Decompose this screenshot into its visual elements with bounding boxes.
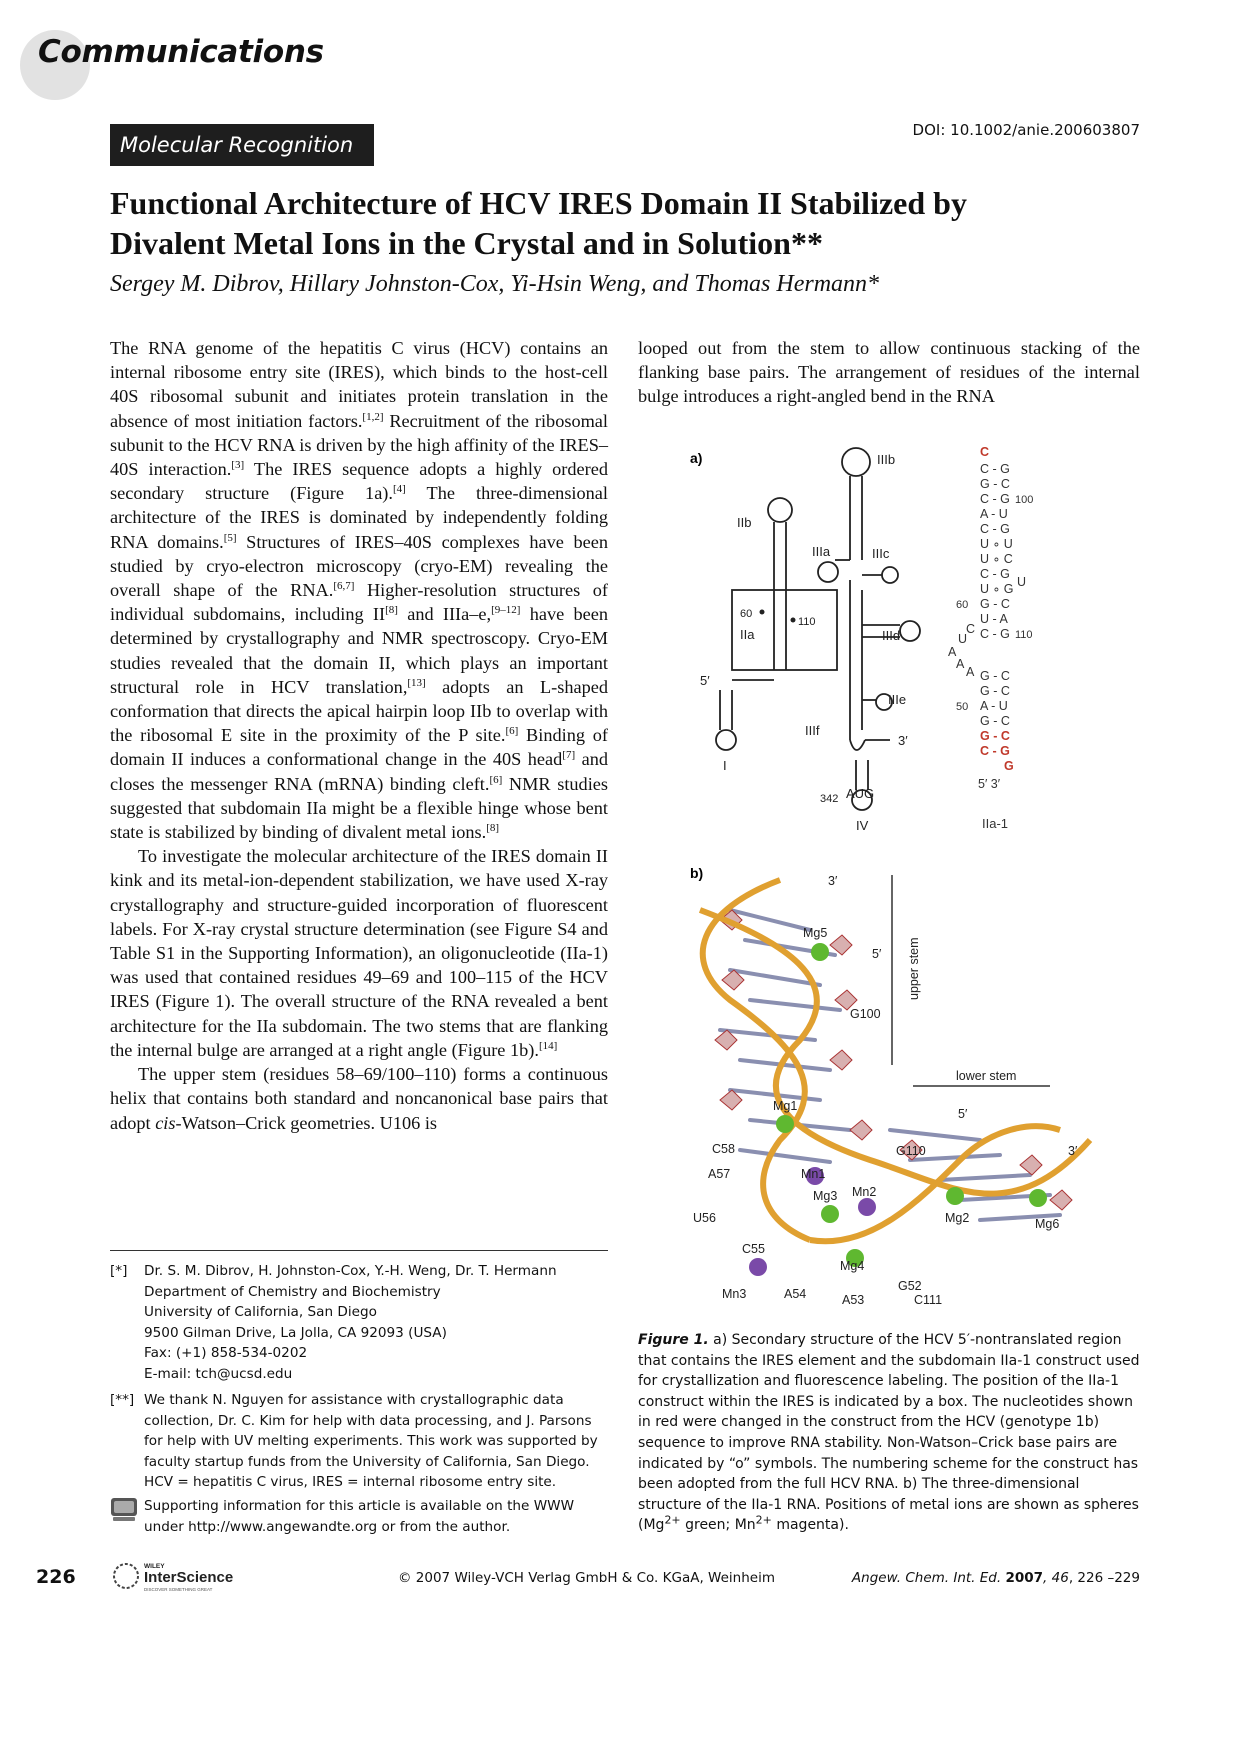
svg-text:DISCOVER SOMETHING GREAT: DISCOVER SOMETHING GREAT bbox=[144, 1587, 213, 1592]
interscience-logo bbox=[110, 1558, 280, 1599]
svg-text:C - G: C - G bbox=[980, 627, 1010, 641]
svg-text:C - G: C - G bbox=[980, 462, 1010, 476]
marker-110 bbox=[791, 618, 796, 623]
journal-citation: Angew. Chem. Int. Ed. 2007, 46, 226 –229 bbox=[851, 1570, 1140, 1586]
panel-a-label: a) bbox=[690, 450, 703, 466]
paragraph-2: To investigate the molecular architecture of the IRES domain II kink and its metal-ion-dependent stabilization, we have used X-ray crystallography and structure-guided incorporation of fluorescent labels. For X-ray crystal structure determination (see Figure S4 and Table S1 in the Supporting Information), an oligonucleotide (IIa-1) was used that contained residues 49–69 and 100–115 of the HCV IRES (Figure 1). The overall structure of the RNA revealed a bent architecture for the IIa subdomain. The two stems that are flanking the internal bulge are arranged at a right angle (Figure 1b).[14] bbox=[110, 846, 608, 1060]
svg-text:IIIc: IIIc bbox=[872, 546, 890, 561]
iia1-sequence bbox=[948, 445, 1033, 831]
copyright: © 2007 Wiley-VCH Verlag GmbH & Co. KGaA, Weinheim bbox=[398, 1570, 775, 1586]
svg-text:IIIe: IIIe bbox=[888, 692, 907, 707]
mn3-ion bbox=[749, 1258, 767, 1276]
svg-text:Mg1: Mg1 bbox=[773, 1099, 798, 1113]
svg-text:IIId: IIId bbox=[882, 628, 901, 643]
svg-text:IIa: IIa bbox=[740, 627, 755, 642]
svg-text:50: 50 bbox=[956, 701, 969, 713]
svg-text:G: G bbox=[1004, 759, 1014, 773]
marker-60 bbox=[760, 610, 765, 615]
svg-text:G - C: G - C bbox=[980, 669, 1010, 683]
mn2-ion bbox=[858, 1198, 876, 1216]
svg-text:AUG: AUG bbox=[846, 786, 875, 801]
svg-text:A: A bbox=[948, 645, 957, 659]
title-line-2: Divalent Metal Ions in the Crystal and in Solution** bbox=[110, 225, 823, 261]
svg-text:G - C: G - C bbox=[980, 477, 1010, 491]
doi[interactable]: DOI: 10.1002/anie.200603807 bbox=[912, 121, 1140, 139]
svg-text:C: C bbox=[980, 445, 990, 459]
paragraph-1: The RNA genome of the hepatitis C virus (HCV) contains an internal ribosome entry site (IRES), which binds to the host-cell 40S ribosomal subunit and initiates protein translation in the absence of most initiation factors.[1,2] Recruitment of the ribosomal subunit to the HCV RNA is driven by the high affinity of the IRES–40S interaction.[3] The IRES sequence adopts a highly ordered secondary structure (Figure 1a).[4] The three-dimensional architecture of the IRES is dominated by independently folding RNA domains.[5] Structures of IRES–40S complexes have been studied by cryo-electron microscopy (cryo-EM) revealing the overall shape of the RNA.[6,7] Higher-resolution structures of individual subdomains, including II[8] and IIIa–e,[9–12] have been determined by crystallography and NMR spectroscopy. Cryo-EM studies revealed that the domain II, which plays an important structural role in HCV translation,[13] adopts an L-shaped conformation that directs the apical hairpin loop IIb to overlap with the ribosomal E site in the proximity of the P site.[6] Binding of domain II induces a conformational change in the 40S head[7] and closes the messenger RNA (mRNA) binding cleft.[6] NMR studies suggested that subdomain IIa might be a flexible hinge whose bent state is stabilized by binding of divalent metal ions.[8] bbox=[110, 338, 609, 843]
svg-text:C111: C111 bbox=[914, 1293, 943, 1307]
left-column bbox=[110, 336, 608, 1135]
svg-text:U - A: U - A bbox=[980, 612, 1008, 626]
svg-text:A57: A57 bbox=[708, 1167, 731, 1181]
svg-text:Mn2: Mn2 bbox=[852, 1185, 877, 1199]
title-line-1: Functional Architecture of HCV IRES Domain II Stabilized by bbox=[110, 185, 967, 221]
svg-text:C - G: C - G bbox=[980, 522, 1010, 536]
mg5-ion bbox=[811, 943, 829, 961]
paragraph-4: looped out from the stem to allow continuous stacking of the flanking base pairs. The arrangement of residues of the internal bulge introduces a right-angled bend in the RNA bbox=[638, 338, 1140, 407]
svg-text:A - U: A - U bbox=[980, 699, 1008, 713]
svg-text:IIb: IIb bbox=[737, 515, 752, 530]
svg-text:5′ 3′: 5′ 3′ bbox=[978, 777, 1001, 791]
panel-b-label: b) bbox=[690, 865, 704, 881]
section-title: Communications bbox=[38, 34, 324, 70]
svg-text:G110: G110 bbox=[896, 1144, 926, 1158]
svg-text:A: A bbox=[966, 665, 975, 679]
svg-text:C - G: C - G bbox=[980, 744, 1010, 758]
svg-text:upper stem: upper stem bbox=[907, 937, 921, 1000]
svg-text:3′: 3′ bbox=[1068, 1144, 1078, 1158]
mg6-ion bbox=[1029, 1189, 1047, 1207]
figure-1 bbox=[660, 440, 1150, 1320]
mg3-ion bbox=[821, 1205, 839, 1223]
page-number: 226 bbox=[36, 1566, 76, 1588]
svg-text:A54: A54 bbox=[784, 1287, 807, 1301]
svg-text:U56: U56 bbox=[693, 1211, 716, 1225]
svg-text:InterScience: InterScience bbox=[144, 1569, 234, 1586]
svg-text:A: A bbox=[956, 657, 965, 671]
svg-text:3′: 3′ bbox=[898, 733, 908, 748]
svg-text:60: 60 bbox=[956, 599, 969, 611]
svg-text:Mg2: Mg2 bbox=[945, 1211, 970, 1225]
footnote-affiliation: [*] Dr. S. M. Dibrov, H. Johnston-Cox, Y.-H. Weng, Dr. T. Hermann Department of Chemistry and Biochemistry University of California, San Diego 9500 Gilman Drive, La Jolla, CA 92093 (USA) Fax: (+1) 858-534-0202 E-mail: tch@ucsd.edu bbox=[110, 1263, 557, 1382]
footnote-supporting-info: Supporting information for this article is available on the WWW under http://www.angewandte.org or from the author. bbox=[110, 1496, 610, 1537]
footnote-acknowledgment: [**] We thank N. Nguyen for assistance with crystallographic data collection, Dr. C. Kim for help with data processing, and J. Parsons for help with UV melting experiments. This work was supported by faculty startup funds from the University of California, San Diego. HCV = hepatitis C virus, IRES = internal ribosome entry site. bbox=[110, 1392, 598, 1491]
topic-banner: Molecular Recognition bbox=[110, 124, 374, 166]
svg-text:Mn3: Mn3 bbox=[722, 1287, 747, 1301]
svg-text:U ∘ G: U ∘ G bbox=[980, 582, 1014, 596]
svg-text:5′: 5′ bbox=[700, 673, 710, 688]
svg-text:IIIa: IIIa bbox=[812, 544, 831, 559]
svg-text:G - C: G - C bbox=[980, 597, 1010, 611]
figure-caption: Figure 1. a) Secondary structure of the HCV 5′-nontranslated region that contains the IRES element and the subdomain IIa-1 construct used for crystallization and fluorescence labeling. The position of the IIa-1 construct within the IRES is indicated by a box. The nucleotides shown in red were changed in the construct from the HCV (genotype 1b) sequence to improve RNA stability. Non-Watson–Crick base pairs are indicated by “o” symbols. The numbering scheme for the construct has been adopted from the full HCV RNA. b) The three-dimensional structure of the IIa-1 RNA. Positions of metal ions are shown as spheres ($Mg^{2+}$ green; $Mn^{2+}$ magenta). bbox=[638, 1332, 1140, 1534]
mg2-ion bbox=[946, 1187, 964, 1205]
svg-text:5′: 5′ bbox=[958, 1107, 968, 1121]
svg-text:U ∘ U: U ∘ U bbox=[980, 537, 1013, 551]
svg-text:IV: IV bbox=[856, 818, 869, 833]
svg-text:C55: C55 bbox=[742, 1242, 765, 1256]
footnote-rule bbox=[110, 1250, 608, 1251]
svg-text:C - G: C - G bbox=[980, 567, 1010, 581]
right-column bbox=[638, 336, 1140, 409]
svg-text:C - G: C - G bbox=[980, 492, 1010, 506]
svg-text:IIa-1: IIa-1 bbox=[982, 816, 1009, 831]
svg-text:G100: G100 bbox=[850, 1007, 881, 1021]
svg-text:5′: 5′ bbox=[872, 947, 882, 961]
svg-text:U: U bbox=[958, 632, 968, 646]
svg-text:C58: C58 bbox=[712, 1142, 735, 1156]
svg-text:100: 100 bbox=[1015, 494, 1034, 506]
svg-text:60: 60 bbox=[740, 608, 753, 620]
svg-text:110: 110 bbox=[1015, 629, 1033, 641]
computer-icon bbox=[110, 1496, 138, 1522]
svg-text:G52: G52 bbox=[898, 1279, 922, 1293]
mg1-ion bbox=[776, 1115, 794, 1133]
svg-text:A53: A53 bbox=[842, 1293, 865, 1307]
svg-text:G - C: G - C bbox=[980, 714, 1010, 728]
svg-text:342: 342 bbox=[820, 793, 839, 805]
paragraph-3: The upper stem (residues 58–69/100–110) forms a continuous helix that contains both standard and noncanonical base pairs that adopt cis-Watson–Crick geometries. U106 is bbox=[110, 1064, 608, 1133]
svg-text:Mg3: Mg3 bbox=[813, 1189, 838, 1203]
svg-text:Mn1: Mn1 bbox=[801, 1167, 826, 1181]
svg-text:A - U: A - U bbox=[980, 507, 1008, 521]
svg-text:U ∘ C: U ∘ C bbox=[980, 552, 1013, 566]
author-list: Sergey M. Dibrov, Hillary Johnston-Cox, Yi-Hsin Weng, and Thomas Hermann* bbox=[110, 271, 880, 297]
svg-text:I: I bbox=[723, 758, 727, 773]
svg-text:IIIb: IIIb bbox=[877, 452, 896, 467]
svg-text:3′: 3′ bbox=[828, 874, 838, 888]
svg-text:G - C: G - C bbox=[980, 684, 1010, 698]
svg-text:Mg4: Mg4 bbox=[840, 1259, 865, 1273]
svg-text:C: C bbox=[966, 622, 976, 636]
svg-text:G - C: G - C bbox=[980, 729, 1010, 743]
svg-text:IIIf: IIIf bbox=[805, 723, 820, 738]
article-title bbox=[110, 183, 1140, 263]
svg-text:U: U bbox=[1017, 575, 1027, 589]
svg-text:110: 110 bbox=[798, 616, 816, 628]
svg-text:lower stem: lower stem bbox=[956, 1069, 1017, 1083]
svg-text:Mg5: Mg5 bbox=[803, 926, 828, 940]
rna-3d-structure bbox=[700, 875, 1090, 1276]
svg-text:Mg6: Mg6 bbox=[1035, 1217, 1060, 1231]
svg-text:WILEY: WILEY bbox=[144, 1563, 165, 1570]
